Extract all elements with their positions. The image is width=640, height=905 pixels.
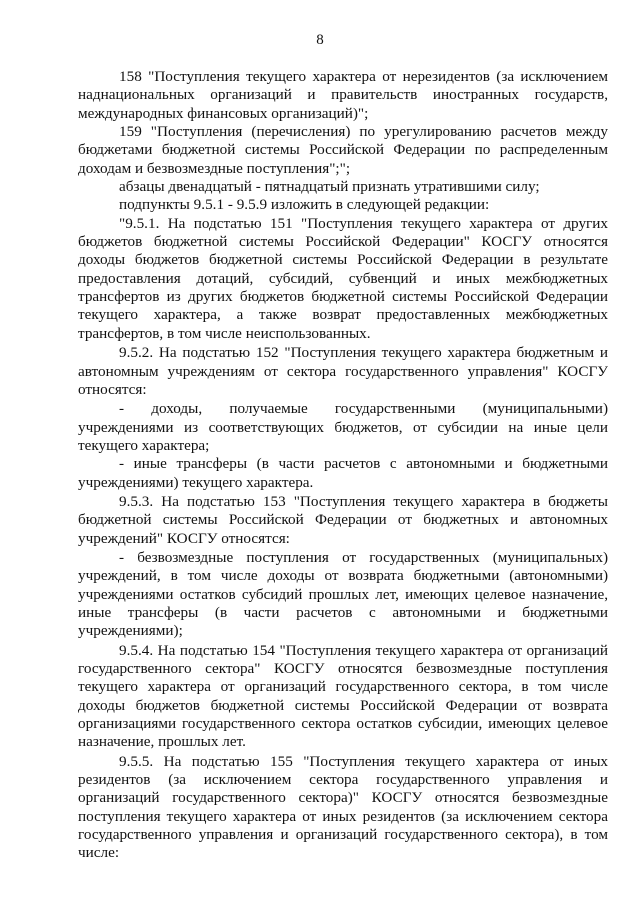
document-body (78, 68, 608, 863)
paragraph: абзацы двенадцатый - пятнадцатый признать утратившими силу; (119, 178, 540, 196)
paragraph: 9.5.2. На подстатью 152 "Поступления текущего характера бюджетным и автономным учреждениям от сектора государственного управления" КОСГУ относятся: (78, 344, 608, 398)
paragraph: "9.5.1. На подстатью 151 "Поступления текущего характера от других бюджетов бюджетной системы Российской Федерации" КОСГУ относятся доходы бюджетов бюджетной системы Российской Федерации в результате предоставления дотаций, субсидий, субвенций и иных межбюджетных трансфертов из других бюджетов бюджетной системы Российской Федерации текущего характера, а также возврат предоставленных межбюджетных трансфертов, в том числе неиспользованных. (78, 214, 608, 342)
list-item: - безвозмездные поступления от государственных (муниципальных) учреждений, в том числе доходы от возврата бюджетными (автономными) учреждениями остатков субсидий прошлых лет, имеющих целевое назначение, иные трансферы (в части расчетов с автономными и бюджетными учреждениями); (78, 548, 608, 640)
paragraph: 159 "Поступления (перечисления) по урегулированию расчетов между бюджетами бюджетной системы Российской Федерации по распределенным доходам и безвозмездные поступления";"; (78, 123, 608, 177)
paragraph: 9.5.5. На подстатью 155 "Поступления текущего характера от иных резидентов (за исключением сектора государственного управления и организаций государственного сектора)" КОСГУ относятся безвозмездные поступления текущего характера от иных резидентов (за исключением сектора государственного управления и организаций государственного сектора), в том числе: (78, 752, 608, 862)
paragraph: 9.5.3. На подстатью 153 "Поступления текущего характера в бюджеты бюджетной системы Российской Федерации от бюджетных и автономных учреждений" КОСГУ относятся: (78, 492, 608, 547)
list-item: - иные трансферы (в части расчетов с автономными и бюджетными учреждениями) текущего характера. (78, 455, 608, 491)
paragraph: 9.5.4. На подстатью 154 "Поступления текущего характера от организаций государственного сектора" КОСГУ относятся безвозмездные поступления текущего характера от организаций государственного сектора, в том числе доходы бюджетов бюджетной системы Российской Федерации от возврата организациями государственного сектора остатков субсидии, имеющих целевое назначение, прошлых лет. (78, 641, 608, 751)
paragraph: подпункты 9.5.1 - 9.5.9 изложить в следующей редакции: (119, 196, 490, 214)
paragraph: 158 "Поступления текущего характера от нерезидентов (за исключением наднациональных организаций и правительств иностранных государств, международных финансовых организаций)"; (78, 68, 608, 122)
page-number: 8 (316, 32, 324, 48)
list-item: - доходы, получаемые государственными (муниципальными) учреждениями из соответствующих бюджетов, от субсидии на иные цели текущего характера; (78, 400, 608, 454)
